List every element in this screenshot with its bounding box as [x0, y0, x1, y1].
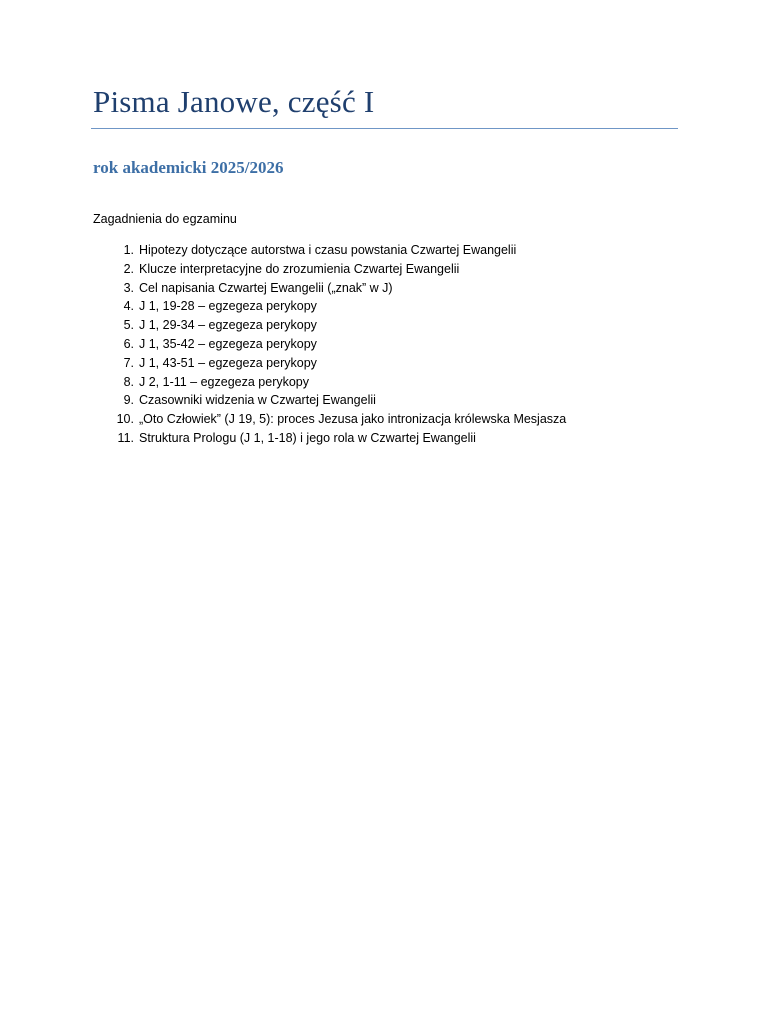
topic-text: J 1, 19-28 – egzegeza perykopy [139, 299, 317, 314]
topic-text: J 1, 35-42 – egzegeza perykopy [139, 336, 317, 351]
document-title: Pisma Janowe, część I [93, 84, 375, 119]
topic-number: 6. [123, 336, 134, 351]
topic-text: Klucze interpretacyjne do zrozumienia Czwartej Ewangelii [139, 261, 460, 276]
topic-number: 5. [123, 318, 134, 333]
topic-number: 3. [123, 280, 134, 295]
topic-text: J 1, 29-34 – egzegeza perykopy [139, 318, 317, 333]
topic-number: 4. [123, 299, 134, 314]
title-underline-rule [91, 128, 678, 129]
exam-topics-intro: Zagadnienia do egzaminu [93, 212, 237, 226]
topic-number: 2. [123, 261, 134, 276]
topic-text: J 2, 1-11 – egzegeza perykopy [139, 374, 310, 389]
topic-text: Cel napisania Czwartej Ewangelii („znak” w J) [139, 280, 393, 295]
topic-number: 8. [123, 374, 134, 389]
topic-number: 9. [123, 393, 134, 408]
topic-text: Czasowniki widzenia w Czwartej Ewangelii [139, 393, 376, 408]
topic-number: 11. [117, 430, 134, 445]
topic-text: „Oto Człowiek” (J 19, 5): proces Jezusa jako intronizacja królewska Mesjasza [139, 412, 567, 427]
topic-number: 1. [123, 243, 134, 257]
topic-number: 10. [116, 412, 134, 427]
topic-number: 7. [123, 355, 134, 370]
topic-text: Struktura Prologu (J 1, 1-18) i jego rola w Czwartej Ewangelii [139, 430, 476, 445]
topic-text: Hipotezy dotyczące autorstwa i czasu powstania Czwartej Ewangelii [139, 243, 517, 257]
academic-year-subtitle: rok akademicki 2025/2026 [93, 158, 284, 177]
topic-text: J 1, 43-51 – egzegeza perykopy [139, 355, 317, 370]
